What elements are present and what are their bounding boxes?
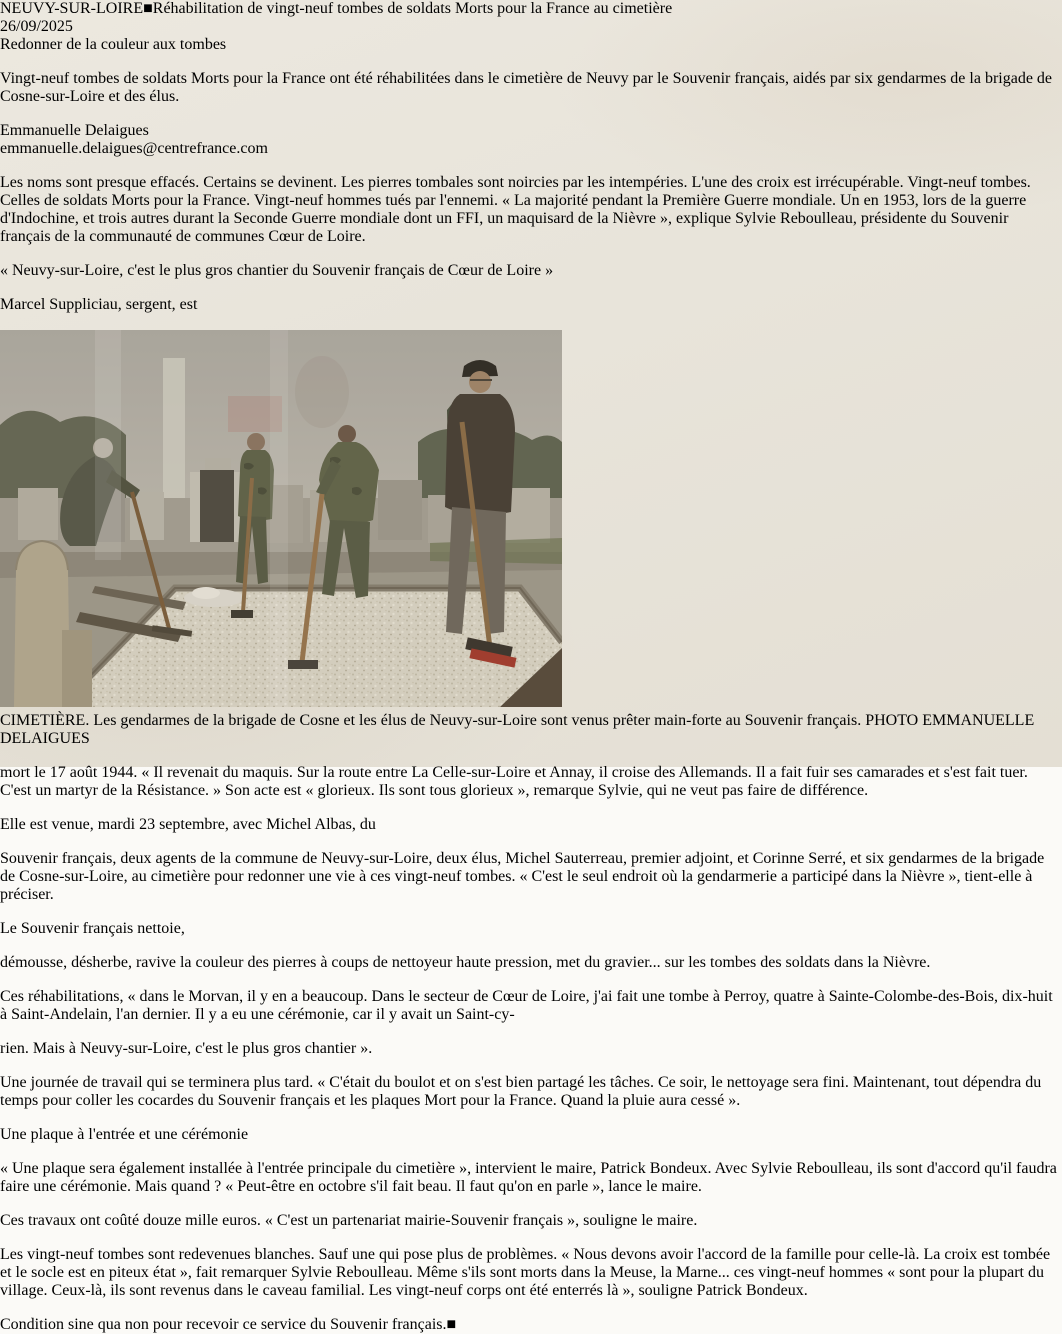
column-2: [0, 764, 1062, 834]
body-paragraph: Ces travaux ont coûté douze mille euros. « C'est un partenariat mairie-Souvenir français », souligne le maire.: [0, 1212, 698, 1229]
caption-text: Les gendarmes de la brigade de Cosne et les élus de Neuvy-sur-Loire sont venus prêter main-forte au Souvenir français.: [93, 712, 862, 729]
paragraph-text: Condition sine qua non pour recevoir ce service du Souvenir français.: [0, 1316, 447, 1333]
byline: [0, 122, 1062, 158]
photo-caption: [0, 712, 1062, 748]
body-paragraph: « Une plaque sera également installée à l'entrée principale du cimetière », intervient le maire, Patrick Bondeux. Avec Sylvie Reboulleau, ils sont d'accord qu'il faudra faire une cérémonie. Mais quand ? « Peut-être en octobre s'il fait beau. Il faut qu'on en parle », lance le maire.: [0, 1160, 1057, 1195]
caption-label: CIMETIÈRE.: [0, 712, 90, 729]
drop-cap: L: [0, 174, 10, 191]
body-paragraph: démousse, désherbe, ravive la couleur des pierres à coups de nettoyeur haute pression, met du gravier... sur les tombes des soldats dans la Nièvre.: [0, 954, 931, 971]
pull-quote: « Neuvy-sur-Loire, c'est le plus gros chantier du Souvenir français de Cœur de Loire »: [0, 262, 554, 279]
body-paragraph: Une journée de travail qui se terminera plus tard. « C'était du boulot et on s'est bien partagé les tâches. Ce soir, le nettoyage sera fini. Maintenant, tout dépendra du temps pour coller les cocardes du Souvenir français et les plaques Mort pour la France. Quand la pluie aura cessé ».: [0, 1074, 1042, 1109]
square-separator-icon: ■: [143, 0, 153, 17]
body-paragraph: Les vingt-neuf tombes sont redevenues blanches. Sauf une qui pose plus de problèmes. « Nous devons avoir l'accord de la famille pour celle-là. La croix est tombée et le socle est en piteux état », fait remarquer Sylvie Reboulleau. Même s'ils sont morts dans la Meuse, la Marne... ces vingt-neuf hommes « sont pour la plupart du village. Ceux-là, ils sont revenus dans le caveau familial. Les vingt-neuf corps ont été enterrés là », souligne Patrick Bondeux.: [0, 1246, 1051, 1299]
body-paragraph: rien. Mais à Neuvy-sur-Loire, c'est le plus gros chantier ».: [0, 1040, 373, 1057]
column-1: [0, 70, 1062, 314]
handwritten-date: 26/09/2025: [0, 18, 73, 35]
body-paragraph: Souvenir français, deux agents de la commune de Neuvy-sur-Loire, deux élus, Michel Sauterreau, premier adjoint, et Corinne Serré, et six gendarmes de la brigade de Cosne-sur-Loire, au cimetière pour redonner une vie à ces vingt-neuf tombes. « C'est le seul endroit où la gendarmerie a participé dans la Nièvre », tient-elle à préciser.: [0, 850, 1045, 903]
byline-email: emmanuelle.delaigues@centrefrance.com: [0, 140, 268, 157]
cemetery-photo-illustration: [0, 330, 562, 707]
body-paragraph: Marcel Suppliciau, sergent, est: [0, 296, 198, 313]
article-photo: [0, 330, 1062, 712]
body-paragraph: Ces réhabilitations, « dans le Morvan, il y en a beaucoup. Dans le secteur de Cœur de Loire, j'ai fait une tombe à Perroy, quatre à Sainte-Colombe-des-Bois, dix-huit à Saint-Andelain, l'an dernier. Il y a eu une cérémonie, car il y avait un Saint-cy-: [0, 988, 1053, 1023]
body-paragraph: [0, 1316, 1062, 1334]
body-paragraph: [0, 174, 1062, 246]
end-mark-icon: ■: [446, 1316, 457, 1333]
column-4: [0, 954, 1062, 1024]
column-5: [0, 1040, 1062, 1334]
section-subhead: Une plaque à l'entrée et une cérémonie: [0, 1126, 249, 1143]
kicker-location: NEUVY-SUR-LOIRE: [0, 0, 144, 17]
paragraph-text: es noms sont presque effacés. Certains se devinent. Les pierres tombales sont noircies par les intempéries. L'une des croix est irrécupérable. Vingt-neuf tombes. Celles de soldats Morts pour la France. Vingt-neuf hommes tués par l'ennemi. « La majorité pendant la Première Guerre mondiale. Un en 1953, lors de la guerre d'Indochine, et trois autres durant la Seconde Guerre mondiale dont un FFI, un maquisard de la Nièvre », explique Sylvie Reboulleau, présidente du Souvenir français de la communauté de communes Cœur de Loire.: [0, 174, 1031, 245]
caption-credit: PHOTO EMMANUELLE DELAIGUES: [0, 712, 1035, 747]
kicker: [0, 0, 1062, 18]
column-3: [0, 850, 1062, 938]
headline: Redonner de la couleur aux tombes: [0, 36, 227, 53]
body-paragraph: Elle est venue, mardi 23 septembre, avec Michel Albas, du: [0, 816, 376, 833]
kicker-text: Réhabilitation de vingt-neuf tombes de soldats Morts pour la France au cimetière: [152, 0, 673, 17]
standfirst: Vingt-neuf tombes de soldats Morts pour la France ont été réhabilitées dans le cimetière de Neuvy par le Souvenir français, aidés par six gendarmes de la brigade de Cosne-sur-Loire et des élus.: [0, 70, 1053, 105]
byline-author: Emmanuelle Delaigues: [0, 122, 149, 139]
body-paragraph: mort le 17 août 1944. « Il revenait du maquis. Sur la route entre La Celle-sur-Loire et Annay, il croise des Allemands. Il a fait fuir ses camarades et s'est fait tuer. C'est un martyr de la Résistance. » Son acte est « glorieux. Ils sont tous glorieux », remarque Sylvie, qui ne veut pas faire de différence.: [0, 764, 1028, 799]
body-paragraph: Le Souvenir français nettoie,: [0, 920, 185, 937]
